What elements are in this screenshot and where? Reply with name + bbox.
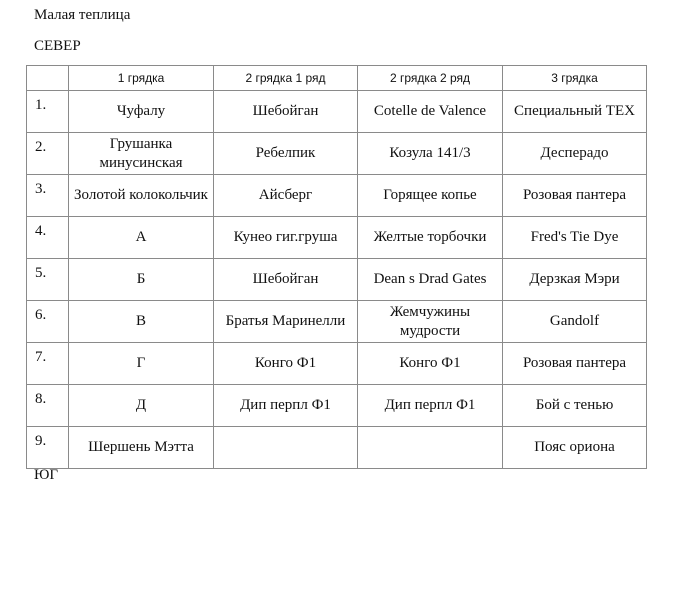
table-row (27, 175, 647, 217)
table-cell: Розовая пантера (503, 343, 647, 385)
table-cell: Кунео гиг.груша (214, 217, 358, 259)
table-cell: Желтые торбочки (358, 217, 503, 259)
header-cell (27, 66, 69, 91)
table-cell: Dean s Drad Gates (358, 259, 503, 301)
table-cell: Дип перпл Ф1 (358, 385, 503, 427)
planting-table (26, 65, 647, 469)
table-cell: Конго Ф1 (214, 343, 358, 385)
table-row (27, 133, 647, 175)
table-cell: Жемчужины мудрости (358, 301, 503, 343)
table-cell: Cotelle de Valence (358, 91, 503, 133)
north-label: СЕВЕР (34, 38, 81, 54)
table-cell: Г (69, 343, 214, 385)
table-cell: Десперадо (503, 133, 647, 175)
table-cell: Козула 141/3 (358, 133, 503, 175)
table-row (27, 91, 647, 133)
south-label: ЮГ (34, 467, 59, 483)
row-number: 6. (27, 301, 69, 343)
table-cell: Д (69, 385, 214, 427)
table-cell: Fred's Tie Dye (503, 217, 647, 259)
table-row (27, 427, 647, 469)
row-number: 9. (27, 427, 69, 469)
table-row (27, 385, 647, 427)
table-cell (214, 427, 358, 469)
table-cell: Б (69, 259, 214, 301)
row-number: 3. (27, 175, 69, 217)
header-cell: 1 грядка (69, 66, 214, 91)
table-row (27, 259, 647, 301)
table-cell: Gandolf (503, 301, 647, 343)
row-number: 4. (27, 217, 69, 259)
row-number: 7. (27, 343, 69, 385)
header-cell: 2 грядка 2 ряд (358, 66, 503, 91)
table-cell: В (69, 301, 214, 343)
table-cell: Золотой колокольчик (69, 175, 214, 217)
table-cell: Братья Маринелли (214, 301, 358, 343)
table-cell: Ребелпик (214, 133, 358, 175)
row-number: 8. (27, 385, 69, 427)
table-cell (358, 427, 503, 469)
table-cell: Шебойган (214, 259, 358, 301)
table-row (27, 343, 647, 385)
table-cell: Розовая пантера (503, 175, 647, 217)
table-cell: Специальный ТЕХ (503, 91, 647, 133)
table-cell: Дип перпл Ф1 (214, 385, 358, 427)
page-title: Малая теплица (34, 7, 131, 23)
table-cell: Дерзкая Мэри (503, 259, 647, 301)
table-cell: Пояс ориона (503, 427, 647, 469)
row-number: 2. (27, 133, 69, 175)
table-cell: Чуфалу (69, 91, 214, 133)
table-cell: А (69, 217, 214, 259)
row-number: 5. (27, 259, 69, 301)
header-cell: 2 грядка 1 ряд (214, 66, 358, 91)
table-row (27, 301, 647, 343)
table-cell: Грушанка минусинская (69, 133, 214, 175)
table-cell: Айсберг (214, 175, 358, 217)
table-row (27, 217, 647, 259)
row-number: 1. (27, 91, 69, 133)
table-cell: Горящее копье (358, 175, 503, 217)
table-header-row (27, 66, 647, 91)
table-cell: Шебойган (214, 91, 358, 133)
table-cell: Конго Ф1 (358, 343, 503, 385)
header-cell: 3 грядка (503, 66, 647, 91)
table-cell: Бой с тенью (503, 385, 647, 427)
table-cell: Шершень Мэтта (69, 427, 214, 469)
